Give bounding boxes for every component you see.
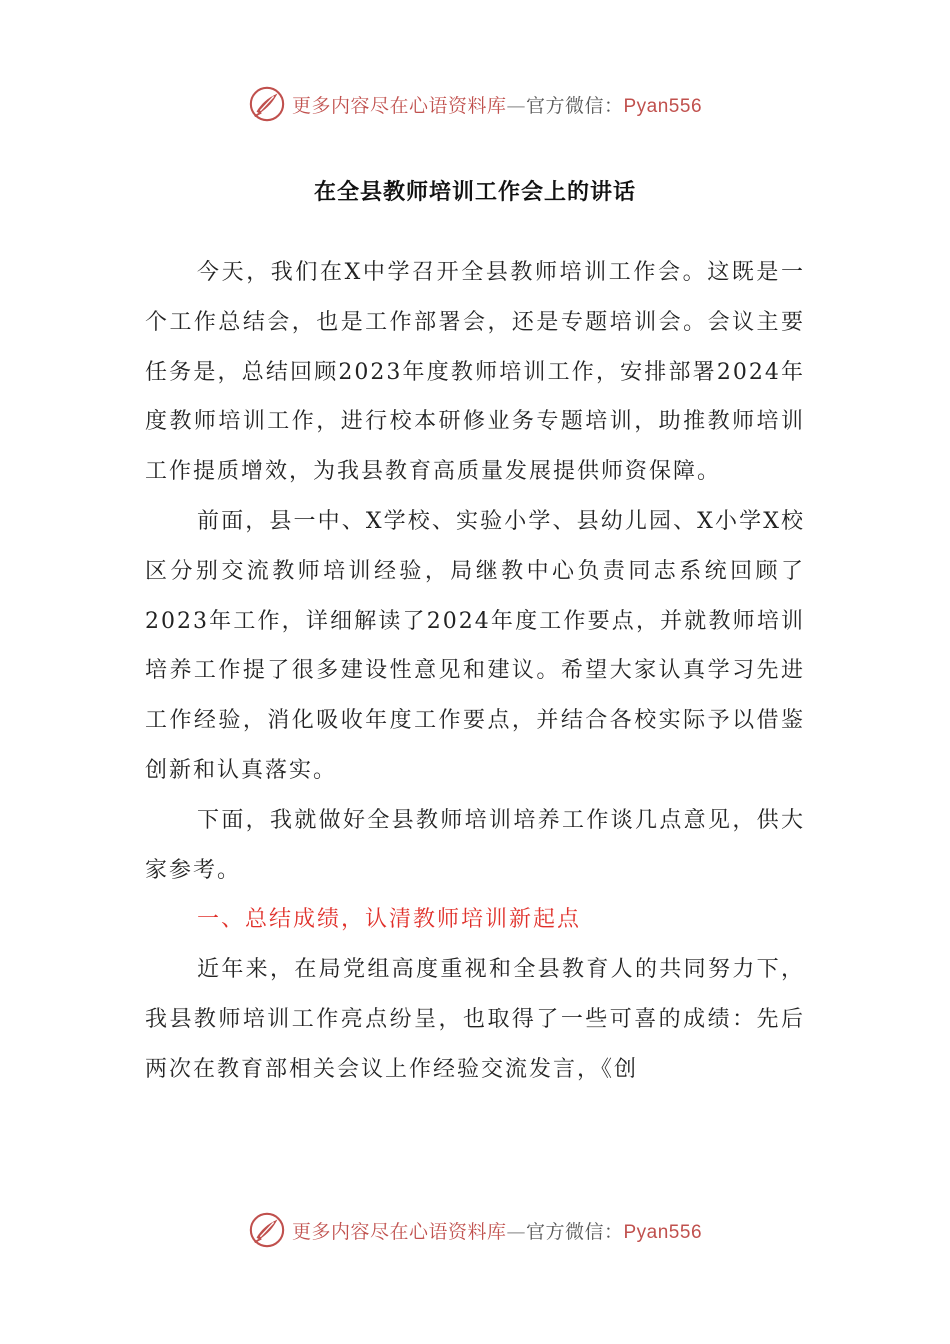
watermark-dash: — bbox=[506, 94, 526, 117]
watermark-wechat-id: Pyan556 bbox=[623, 95, 703, 117]
watermark-prefix: 更多内容尽在心语资料库 bbox=[291, 94, 507, 117]
document-title: 在全县教师培训工作会上的讲话 bbox=[313, 180, 636, 205]
section-heading: 一、总结成绩，认清教师培训新起点 bbox=[197, 907, 582, 933]
document-body bbox=[145, 248, 805, 1095]
paragraph-achievements: 近年来，在局党组高度重视和全县教育人的共同努力下，我县教师培训工作亮点纷呈，也取得了一些可喜的成绩：先后两次在教育部相关会议上作经验交流发言，《创 bbox=[145, 957, 805, 1082]
watermark-wechat-label: 官方微信： bbox=[525, 94, 624, 117]
watermark-prefix: 更多内容尽在心语资料库 bbox=[291, 1220, 507, 1243]
header-watermark bbox=[0, 82, 950, 126]
paragraph-intro: 今天，我们在X中学召开全县教师培训工作会。这既是一个工作总结会，也是工作部署会，还是专题培训会。会议主要任务是，总结回顾2023年度教师培训工作，安排部署2024年度教师培训工作，进行校本研修业务专题培训，助推教师培训工作提质增效，为我县教育高质量发展提供师资保障。 bbox=[145, 260, 805, 485]
watermark-wechat-label: 官方微信： bbox=[525, 1220, 624, 1243]
watermark-text bbox=[292, 1217, 702, 1244]
watermark-text bbox=[292, 91, 702, 118]
paragraph-review: 前面，县一中、X学校、实验小学、县幼儿园、X小学X校区分别交流教师培训经验，局继教中心负责同志系统回顾了2023年工作，详细解读了2024年度工作要点，并就教师培训培养工作提了很多建设性意见和建议。希望大家认真学习先进工作经验，消化吸收年度工作要点，并结合各校实际予以借鉴创新和认真落实。 bbox=[145, 508, 805, 783]
pen-nib-logo-icon bbox=[248, 85, 286, 123]
watermark-wechat-id: Pyan556 bbox=[623, 1221, 703, 1243]
pen-nib-logo-icon bbox=[248, 1211, 286, 1249]
watermark-dash: — bbox=[506, 1220, 526, 1243]
paragraph-transition: 下面，我就做好全县教师培训培养工作谈几点意见，供大家参考。 bbox=[145, 807, 805, 883]
footer-watermark bbox=[0, 1208, 950, 1252]
